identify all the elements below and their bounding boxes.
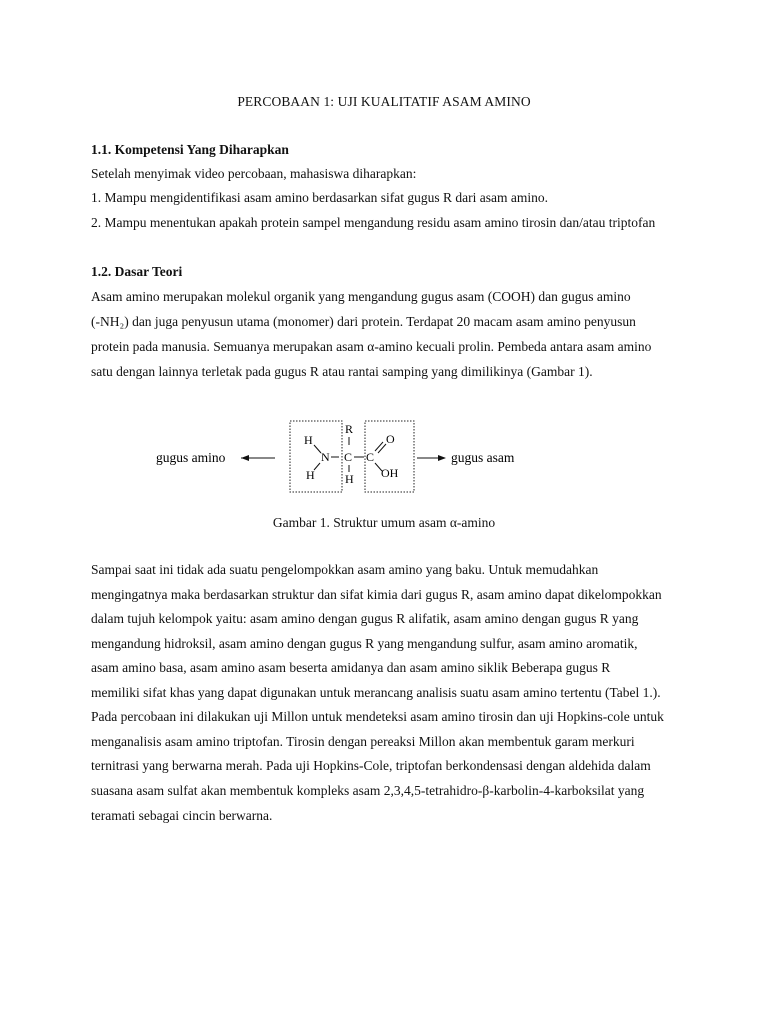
- amino-acid-structure-figure: [140, 415, 560, 500]
- page-title: PERCOBAAN 1: UJI KUALITATIF ASAM AMINO: [237, 94, 531, 109]
- atom-n: N: [321, 450, 330, 464]
- label-gugus-asam: gugus asam: [451, 450, 515, 465]
- arrow-right-head: [438, 455, 446, 461]
- list-item: 2. Mampu menentukan apakah protein sampel mengandung residu asam amino tirosin dan/atau triptofan: [91, 215, 656, 230]
- label-gugus-amino: gugus amino: [156, 450, 226, 465]
- atom-h-bottom-left: H: [306, 468, 315, 482]
- atom-o: O: [386, 432, 395, 446]
- paragraph-line: satu dengan lainnya terletak pada gugus R atau rantai samping yang dimilikinya (Gambar 1).: [91, 364, 593, 379]
- atom-c-carboxyl: C: [366, 450, 375, 464]
- list-item: 1. Mampu mengidentifikasi asam amino berdasarkan sifat gugus R dari asam amino.: [91, 190, 549, 205]
- atom-c-alpha: C: [344, 450, 353, 464]
- section-heading-dasar-teori: 1.2. Dasar Teori: [91, 264, 183, 279]
- paragraph-line: Sampai saat ini tidak ada suatu pengelompokkan asam amino yang baku. Untuk memudahkan: [91, 562, 599, 577]
- paragraph-line: suasana asam sulfat akan membentuk kompleks asam 2,3,4,5-tetrahidro-β-karbolin-4-karboksilat yang: [91, 783, 645, 798]
- paragraph-line: mengandung hidroksil, asam amino dengan gugus R yang mengandung sulfur, asam amino aromatik,: [91, 636, 638, 651]
- paragraph-line: Pada percobaan ini dilakukan uji Millon untuk mendeteksi asam amino tirosin dan uji Hopkins-cole untuk: [91, 709, 664, 724]
- atom-h-top: H: [304, 433, 313, 447]
- paragraph-line: dalam tujuh kelompok yaitu: asam amino dengan gugus R alifatik, asam amino dengan gugus R yang: [91, 611, 639, 626]
- paragraph-line: ternitrasi yang berwarna merah. Pada uji Hopkins-Cole, triptofan berkondensasi dengan aldehida dalam: [91, 758, 651, 773]
- atom-h-bottom-center: H: [345, 472, 354, 486]
- bond-n-h-bottom: [314, 463, 320, 470]
- bond-c-o-double-1: [375, 442, 383, 451]
- arrow-left-head: [241, 455, 249, 461]
- paragraph-line: asam amino basa, asam amino asam beserta amidanya dan asam amino siklik Beberapa gugus R: [91, 660, 611, 675]
- section-1-intro: Setelah menyimak video percobaan, mahasiswa diharapkan:: [91, 166, 417, 181]
- paragraph-line: menganalisis asam amino triptofan. Tirosin dengan pereaksi Millon akan membentuk garam merkuri: [91, 734, 635, 749]
- section-heading-kompetensi: 1.1. Kompetensi Yang Diharapkan: [91, 142, 289, 157]
- atom-r: R: [345, 422, 354, 436]
- paragraph-line: teramati sebagai cincin berwarna.: [91, 808, 273, 823]
- paragraph-line: protein pada manusia. Semuanya merupakan asam α-amino kecuali prolin. Pembeda antara asam amino: [91, 339, 652, 354]
- bond-c-o-double-2: [378, 444, 386, 453]
- paragraph-line: mengingatnya maka berdasarkan struktur dan sifat kimia dari gugus R, asam amino dapat dikelompokkan: [91, 587, 662, 602]
- atom-oh: OH: [381, 466, 399, 480]
- paragraph-line: Asam amino merupakan molekul organik yang mengandung gugus asam (COOH) dan gugus amino: [91, 289, 631, 304]
- paragraph-line: memiliki sifat khas yang dapat digunakan untuk merancang analisis suatu asam amino tertentu (Tabel 1.).: [91, 685, 661, 700]
- bond-h-n: [314, 445, 321, 453]
- figure-caption: Gambar 1. Struktur umum asam α-amino: [272, 515, 496, 530]
- paragraph-line: (-NH₂) dan juga penyusun utama (monomer) dari protein. Terdapat 20 macam asam amino penyusun: [91, 314, 636, 329]
